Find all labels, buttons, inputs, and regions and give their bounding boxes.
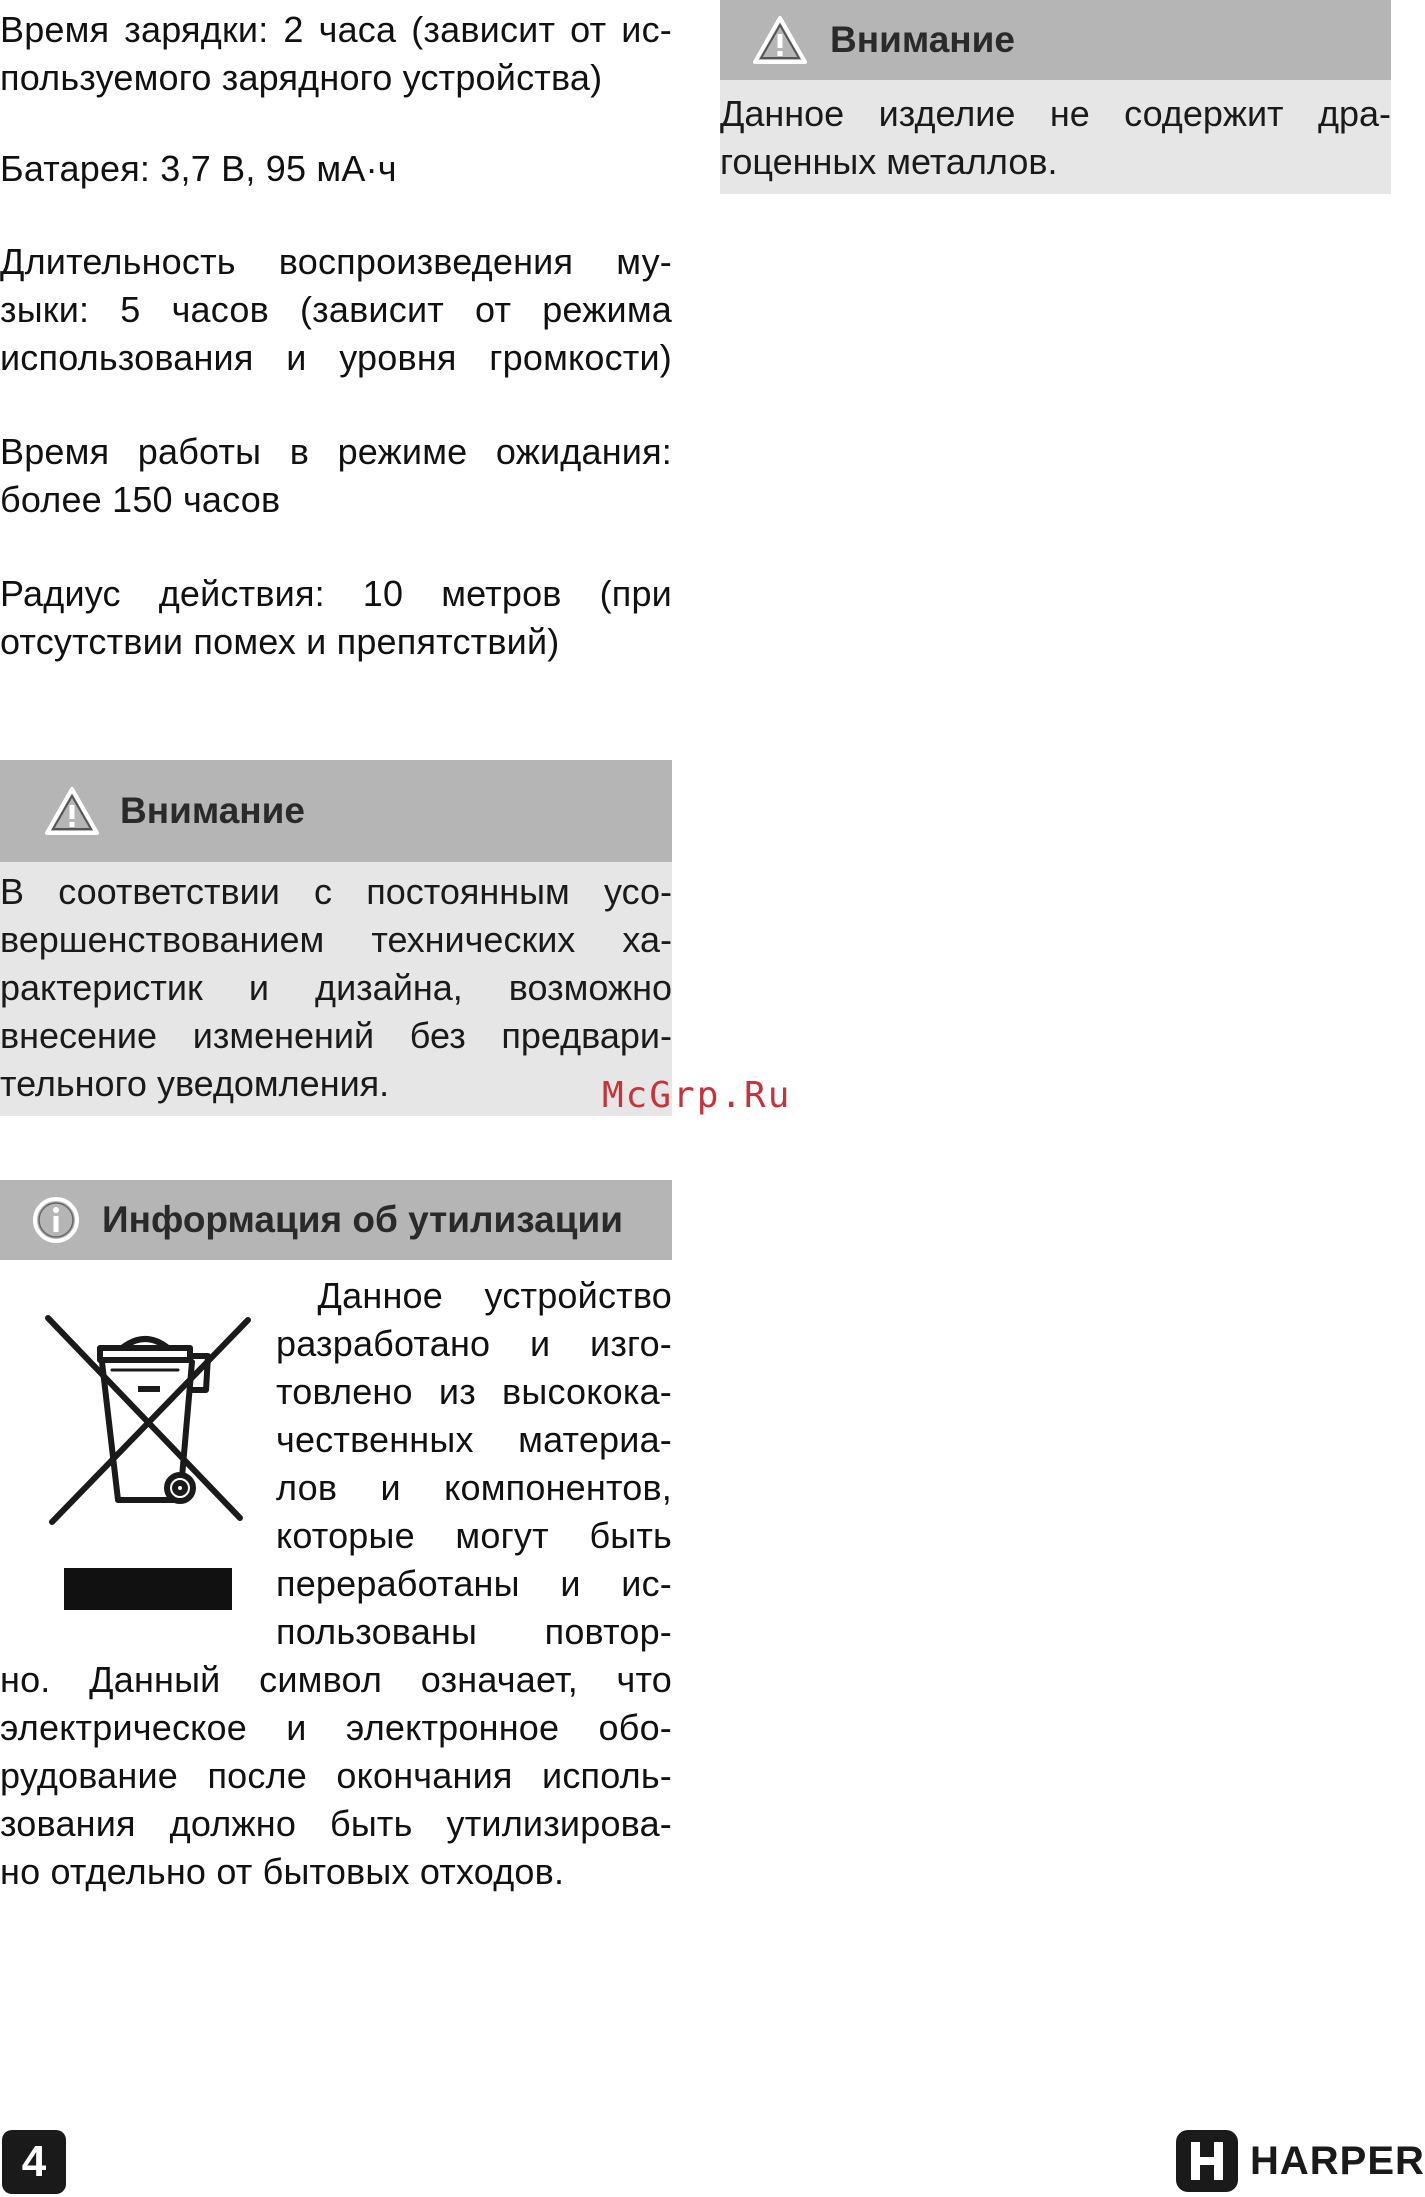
- info-icon: [32, 1196, 80, 1244]
- disposal-header: [0, 1180, 672, 1260]
- notice-line: гоценных металлов.: [720, 141, 1058, 182]
- notice-right-header: [720, 0, 1391, 80]
- disposal-full-text: [0, 1656, 672, 1896]
- crossed-out-wheelie-bin-icon: [40, 1310, 260, 1610]
- spec-playback: [0, 238, 672, 382]
- spec-charge-time: [0, 6, 672, 102]
- spec-line: Батарея: 3,7 В, 95 мА·ч: [0, 148, 397, 189]
- notice-left-title: Внимание: [120, 790, 305, 831]
- spec-line: отсутствии помех и препятствий): [0, 621, 560, 662]
- disposal-line: электрическое и электронное обо-: [0, 1707, 672, 1748]
- warning-triangle-icon: [44, 786, 100, 836]
- spec-line: использования и уровня громкости): [0, 337, 672, 378]
- disposal-line: зования должно быть утилизирова-: [0, 1803, 672, 1844]
- spec-line: Радиус действия: 10 метров (при: [0, 573, 672, 614]
- notice-left-header: [0, 760, 672, 862]
- disposal-line: рудование после окончания исполь-: [0, 1755, 672, 1796]
- page-number: 4: [2, 2130, 66, 2194]
- notice-line: В соответствии с постоянным усо-: [0, 871, 672, 912]
- spec-line: зыки: 5 часов (зависит от режима: [0, 289, 672, 330]
- notice-line: вершенствованием технических ха-: [0, 919, 672, 960]
- disposal-line: чественных материа-: [276, 1419, 672, 1460]
- disposal-title: Информация об утилизации: [102, 1199, 623, 1240]
- spec-standby: [0, 428, 672, 524]
- disposal-line: которые могут быть: [276, 1515, 672, 1556]
- disposal-side-text: [276, 1272, 672, 1656]
- spec-line: более 150 часов: [0, 479, 281, 520]
- notice-left-text: [0, 862, 672, 1108]
- notice-left-body: [0, 862, 672, 1116]
- disposal-line: переработаны и ис-: [276, 1563, 672, 1604]
- notice-line: тельного уведомления.: [0, 1063, 390, 1104]
- notice-line: внесение изменений без предвари-: [0, 1015, 672, 1056]
- disposal-line: разработано и изго-: [276, 1323, 672, 1364]
- warning-triangle-icon: [752, 15, 808, 65]
- disposal-line: товлено из высокока-: [276, 1371, 672, 1412]
- brand-name: HARPER: [1250, 2138, 1425, 2183]
- notice-line: рактеристик и дизайна, возможно: [0, 967, 672, 1008]
- watermark: McGrp.Ru: [602, 1075, 792, 1116]
- brand-logo: [1176, 2128, 1425, 2194]
- disposal-line: но. Данный символ означает, что: [0, 1659, 672, 1700]
- notice-right-body: [720, 80, 1391, 194]
- disposal-line: Данное устройство: [276, 1275, 672, 1316]
- disposal-line: но отдельно от бытовых отходов.: [0, 1851, 565, 1892]
- disposal-line: лов и компонентов,: [276, 1467, 672, 1508]
- notice-right-text: [720, 80, 1391, 186]
- spec-line: пользуемого зарядного устройства): [0, 57, 603, 98]
- spec-line: Длительность воспроизведения му-: [0, 241, 672, 282]
- notice-right-title: Внимание: [830, 19, 1015, 60]
- spec-battery: [0, 145, 672, 193]
- notice-line: Данное изделие не содержит дра-: [720, 93, 1391, 134]
- spec-range: [0, 570, 672, 666]
- spec-line: Время зарядки: 2 часа (зависит от ис-: [0, 9, 672, 50]
- spec-line: Время работы в режиме ожидания:: [0, 431, 672, 472]
- disposal-line: пользованы повтор-: [276, 1611, 672, 1652]
- harper-logo-icon: [1176, 2130, 1238, 2192]
